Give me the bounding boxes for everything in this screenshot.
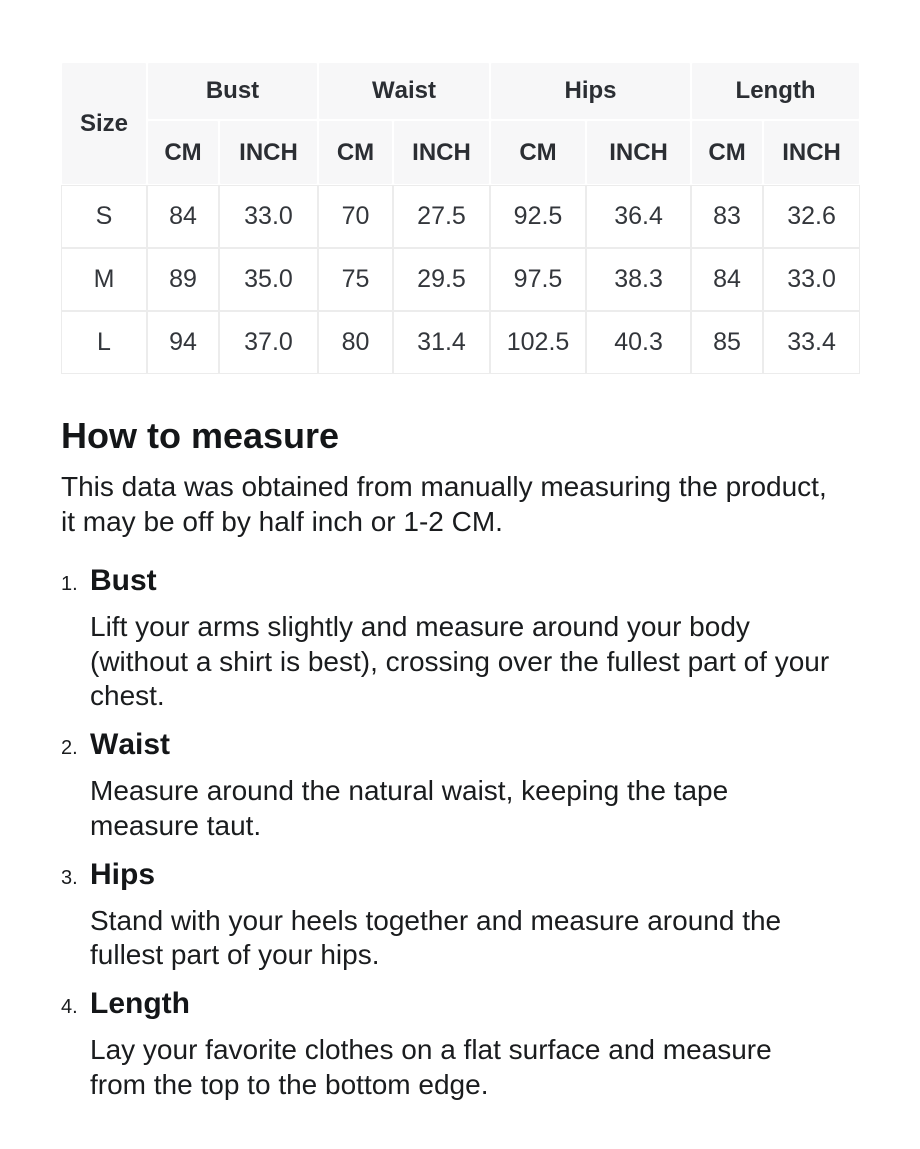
step-number: 4. [61, 995, 78, 1018]
value-cell: 83 [691, 185, 763, 248]
value-cell: 85 [691, 311, 763, 374]
unit-header-waist-cm: CM [318, 120, 393, 185]
value-cell: 80 [318, 311, 393, 374]
step-term: Hips [90, 857, 156, 891]
step-heading [61, 563, 920, 602]
value-cell: 27.5 [393, 185, 490, 248]
size-cell: S [61, 185, 147, 248]
step-number: 1. [61, 573, 78, 595]
table-unit-header-row [61, 120, 860, 185]
unit-header-hips-inch: INCH [586, 120, 691, 185]
how-to-measure-intro: This data was obtained from manually measuring the product, it may be off by half inch or 1-2 CM. [61, 471, 827, 537]
value-cell: 75 [318, 248, 393, 311]
measure-step-hips [61, 857, 920, 973]
value-cell: 94 [147, 311, 219, 374]
value-cell: 33.0 [763, 248, 860, 311]
group-header-waist: Waist [318, 62, 490, 120]
group-header-hips: Hips [490, 62, 691, 120]
value-cell: 31.4 [393, 311, 490, 374]
step-term: Length [90, 986, 190, 1020]
table-row-size-l [61, 311, 860, 374]
value-cell: 32.6 [763, 185, 860, 248]
group-header-bust: Bust [147, 62, 318, 120]
value-cell: 35.0 [219, 248, 318, 311]
unit-header-length-inch: INCH [763, 120, 860, 185]
step-description: Lay your favorite clothes on a flat surface and measure from the top to the bottom edge. [90, 1033, 772, 1100]
step-number: 2. [61, 737, 78, 760]
step-description: Stand with your heels together and measure around the fullest part of your hips. [90, 904, 782, 971]
step-number: 3. [61, 866, 78, 889]
size-cell: L [61, 311, 147, 374]
unit-header-waist-inch: INCH [393, 120, 490, 185]
unit-header-bust-cm: CM [147, 120, 219, 185]
how-to-measure-title: How to measure [61, 415, 340, 456]
step-description: Lift your arms slightly and measure around your body (without a shirt is best), crossing over the fullest part of your chest. [90, 611, 830, 712]
step-term: Bust [90, 564, 157, 597]
value-cell: 84 [691, 248, 763, 311]
value-cell: 33.4 [763, 311, 860, 374]
table-group-header-row [61, 62, 860, 120]
unit-header-bust-inch: INCH [219, 120, 318, 185]
step-heading [61, 986, 920, 1025]
size-chart-table [61, 62, 860, 374]
measure-step-length [61, 986, 920, 1102]
group-header-length: Length [691, 62, 860, 120]
step-description: Measure around the natural waist, keeping the tape measure taut. [90, 775, 729, 841]
value-cell: 38.3 [586, 248, 691, 311]
value-cell: 92.5 [490, 185, 586, 248]
measure-step-waist [61, 727, 920, 843]
value-cell: 70 [318, 185, 393, 248]
value-cell: 29.5 [393, 248, 490, 311]
measure-steps-list [61, 563, 920, 1102]
value-cell: 40.3 [586, 311, 691, 374]
table-row-size-s [61, 185, 860, 248]
value-cell: 102.5 [490, 311, 586, 374]
value-cell: 33.0 [219, 185, 318, 248]
table-row-size-m [61, 248, 860, 311]
step-heading [61, 727, 920, 766]
step-heading [61, 857, 920, 896]
value-cell: 97.5 [490, 248, 586, 311]
value-cell: 36.4 [586, 185, 691, 248]
value-cell: 89 [147, 248, 219, 311]
measure-step-bust [61, 563, 920, 714]
size-cell: M [61, 248, 147, 311]
size-column-header: Size [61, 62, 147, 185]
unit-header-hips-cm: CM [490, 120, 586, 185]
value-cell: 37.0 [219, 311, 318, 374]
unit-header-length-cm: CM [691, 120, 763, 185]
value-cell: 84 [147, 185, 219, 248]
step-term: Waist [90, 728, 171, 762]
